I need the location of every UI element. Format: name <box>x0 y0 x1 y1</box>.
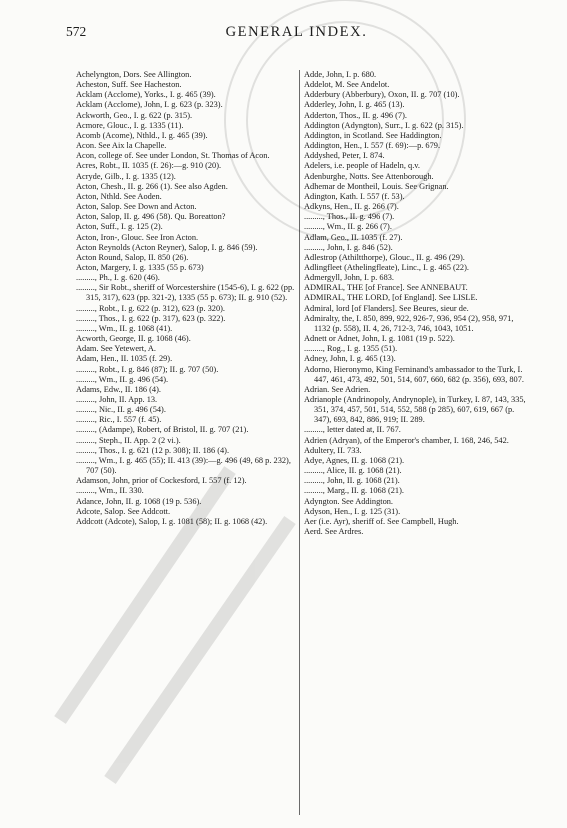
index-entry: Adnett or Adnet, John, I. g. 1081 (19 p. 522). <box>304 334 455 344</box>
page-header <box>66 24 527 44</box>
index-entry: Acton, Salop. See Down and Acton. <box>76 202 197 212</box>
index-entry: Ackworth, Geo., I. g. 622 (p. 315). <box>76 110 193 120</box>
index-entry: Acon. See Aix la Chapelle. <box>76 141 167 151</box>
index-entry: ........., Steph., II. App. 2 (2 vi.). <box>76 435 181 445</box>
index-entry: ........., Wm., II. 330. <box>76 486 144 496</box>
index-entry: Adrian. See Adrien. <box>304 384 371 394</box>
index-entry: ........., John, II. App. 13. <box>76 395 158 404</box>
index-entry: Adrien (Adryan), of the Emperor's chamber, I. 168, 246, 542. <box>304 435 509 445</box>
index-entry: Acheston, Suff. See Hacheston. <box>76 80 182 90</box>
index-entry: ........., Wm., II. g. 266 (7). <box>304 222 392 232</box>
index-entry: Adlingfleet (Athelingfleate), Linc., I. g. 465 (22). <box>304 262 469 272</box>
index-entry: ........., Robt., I. g. 622 (p. 312), 623 (p. 320). <box>76 303 226 313</box>
index-entry: Adhemar de Montheil, Louis. See Grignan. <box>304 181 449 191</box>
index-entry: ........., Marg., II. g. 1068 (21). <box>304 486 404 496</box>
index-entry: Admiralty, the, I. 850, 899, 922, 926-7, 936, 954 (2), 958, 971, 1132 (p. 558), II. 4, 26, 712-3, 746, 1043, 1051. <box>304 313 514 333</box>
index-entry: ........., Thos., I. g. 622 (p. 317), 623 (p. 322). <box>76 313 226 323</box>
index-entry: Acton, Nthld. See Aoden. <box>76 191 162 201</box>
index-column-left <box>76 70 298 527</box>
index-entry: Adderley, John, I. g. 465 (13). <box>304 100 405 110</box>
index-entry: Aerd. See Ardres. <box>304 527 364 537</box>
index-entry: ........., Robt., I. g. 846 (87); II. g. 707 (50). <box>76 364 219 374</box>
index-entry: ........., John, II. g. 1068 (21). <box>304 476 400 486</box>
index-entry: ADMIRAL, THE [of France]. See ANNEBAUT. <box>304 283 468 293</box>
index-entry: Acres, Robt., II. 1035 (f. 26):—g. 910 (20). <box>76 161 222 171</box>
index-entry: Adamson, John, prior of Cockesford, I. 557 (f. 12). <box>76 476 247 486</box>
index-entry: ........., Thos., II. g. 496 (7). <box>304 212 395 222</box>
index-column-right <box>304 70 526 537</box>
column-divider <box>299 70 300 815</box>
index-entry: Adde, John, I. p. 680. <box>304 70 377 79</box>
index-entry: Achelyngton, Dors. See Allington. <box>76 70 192 79</box>
index-entry: Adcote, Salop. See Addcott. <box>76 506 171 516</box>
index-entry: ........., Wm., II. g. 496 (54). <box>76 374 169 384</box>
index-entry: Acton, Chesh., II. g. 266 (1). See also Agden. <box>76 181 228 191</box>
index-entry: Adultery, II. 733. <box>304 445 362 455</box>
index-entry: Admiral, lord [of Flanders]. See Beures, sieur de. <box>304 303 469 313</box>
index-entry: Addcott (Adcote), Salop, I. g. 1081 (58); II. g. 1068 (42). <box>76 516 268 526</box>
index-entry: Adams, Edw., II. 186 (4). <box>76 384 161 394</box>
index-entry: ........., Ph., I. g. 620 (46). <box>76 273 160 283</box>
index-entry: ........., Alice, II. g. 1068 (21). <box>304 466 402 476</box>
index-entry: ........., Wm., I. g. 465 (55); II. 413 (39):—g. 496 (49, 68 p. 232), 707 (50). <box>76 455 291 476</box>
index-entry: ........., Sir Robt., sheriff of Worcestershire (1545-6), I. g. 622 (pp. 315, 317), 623 (pp. 321-2), 1335 (55 p. 673); II. g. 910 (52). <box>76 283 295 303</box>
index-entry: Admergyll, John, I. p. 683. <box>304 273 395 283</box>
index-entry: Acton, Suff., I. g. 125 (2). <box>76 222 163 232</box>
index-entry: Adam. See Yetewert, A. <box>76 344 156 354</box>
index-entry: Addyshed, Peter, I. 874. <box>304 151 385 161</box>
index-entry: Addington (Adyngton), Surr., I. g. 622 (p. 315). <box>304 120 464 130</box>
running-head: GENERAL INDEX. <box>225 24 368 40</box>
index-entry: Addington, Hen., I. 557 (f. 69):—p. 679. <box>304 141 441 151</box>
index-entry: Adkyns, Hen., II. g. 266 (7). <box>304 202 399 212</box>
index-entry: Acryde, Gilb., I. g. 1335 (12). <box>76 171 176 181</box>
index-entry: Acklam (Acclome), John, I. g. 623 (p. 323). <box>76 100 223 110</box>
index-entry: ........., Thos., I. g. 621 (12 p. 308); II. 186 (4). <box>76 445 230 455</box>
index-entry: ........., Nic., II. g. 496 (54). <box>76 405 166 415</box>
index-entry: Addington, in Scotland. See Haddington. <box>304 130 442 140</box>
index-entry: Adlestrop (Athiltthorpe), Glouc., II. g. 496 (29). <box>304 252 465 262</box>
index-entry: Adance, John, II. g. 1068 (19 p. 536). <box>76 496 202 506</box>
index-entry: ADMIRAL, THE LORD, [of England]. See LISLE. <box>304 293 478 303</box>
index-entry: Acomb (Acome), Nthld., I. g. 465 (39). <box>76 130 208 140</box>
index-entry: Acklam (Acclome), Yorks., I. g. 465 (39). <box>76 90 216 100</box>
index-entry: Acton, Salop, II. g. 496 (58). Qu. Boreatton? <box>76 212 226 222</box>
index-entry: Aer (i.e. Ayr), sheriff of. See Campbell, Hugh. <box>304 516 459 526</box>
index-entry: ........., Rog., I. g. 1355 (51). <box>304 344 398 354</box>
index-entry: Acton, Iron-, Glouc. See Iron Acton. <box>76 232 199 242</box>
index-entry: Adderton, Thos., II. g. 496 (7). <box>304 110 407 120</box>
index-entry: Acton, Margery, I. g. 1335 (55 p. 673) <box>76 262 204 272</box>
index-entry: Acworth, George, II. g. 1068 (46). <box>76 334 191 344</box>
index-entry: Adelers, i.e. people of Hadeln, q.v. <box>304 161 421 171</box>
index-entry: ........., Ric., I. 557 (f. 45). <box>76 415 162 425</box>
index-entry: Adyngton. See Addington. <box>304 496 393 506</box>
index-entry: ........., (Adampe), Robert, of Bristol, II. g. 707 (21). <box>76 425 249 435</box>
index-entry: ........., letter dated at, II. 767. <box>304 425 401 435</box>
index-entry: Acton Round, Salop, II. 850 (26). <box>76 252 189 262</box>
index-entry: ........., Wm., II. g. 1068 (41). <box>76 323 173 333</box>
page-number: 572 <box>66 24 87 39</box>
index-entry: Acon, college of. See under London, St. Thomas of Acon. <box>76 151 270 161</box>
index-entry: ........., John, I. g. 846 (52). <box>304 242 393 252</box>
index-entry: Adderbury (Abberbury), Oxon, II. g. 707 (10). <box>304 90 460 100</box>
index-entry: Adam, Hen., II. 1035 (f. 29). <box>76 354 173 364</box>
index-entry: Adrianople (Andrinopoly, Andrynople), in Turkey, I. 87, 143, 335, 351, 374, 457, 501, 514, 552, 588 (p 285), 607, 619, 667 (p. 347), 693, 842, 886, 919; II. 289. <box>304 395 526 425</box>
index-entry: Acton Reynolds (Acton Reyner), Salop, I. g. 846 (59). <box>76 242 258 252</box>
index-entry: Adenburghe, Notts. See Attenborough. <box>304 171 434 181</box>
index-entry: Adye, Agnes, II. g. 1068 (21). <box>304 455 405 465</box>
index-entry: Adyson, Hen., I. g. 125 (31). <box>304 506 401 516</box>
index-entry: Adlam, Geo., II. 1035 (f. 27). <box>304 232 403 242</box>
index-entry: Adorno, Hieronymo, King Ferninand's ambassador to the Turk, I. 447, 461, 473, 492, 501, 514, 607, 660, 682 (p. 356), 693, 807. <box>304 364 524 384</box>
index-entry: Adney, John, I. g. 465 (13). <box>304 354 396 364</box>
index-entry: Addelot, M. See Andelot. <box>304 80 390 90</box>
index-entry: Adington, Kath. I. 557 (f. 53). <box>304 191 405 201</box>
index-entry: Acmore, Glouc., I. g. 1335 (11). <box>76 120 184 130</box>
